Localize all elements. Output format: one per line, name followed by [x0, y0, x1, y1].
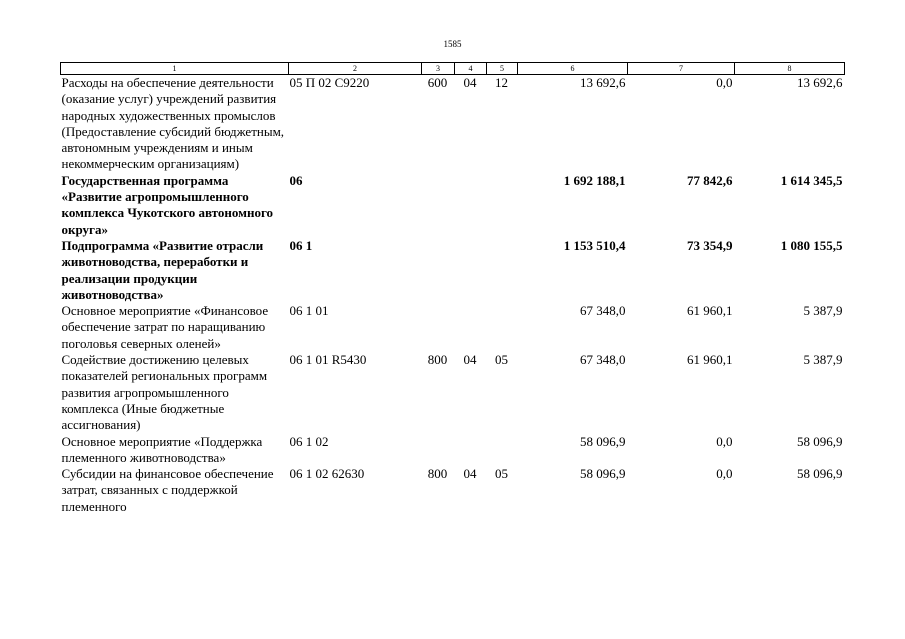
- column-header: 1: [61, 63, 289, 75]
- row-name: Основное мероприятие «Финансовое обеспечение затрат по наращиванию поголовья северных оленей»: [61, 303, 269, 351]
- header-row: [61, 63, 845, 75]
- row-value-6: 13 692,6: [580, 75, 626, 90]
- row-value-8: 5 387,9: [803, 352, 843, 368]
- column-header: 2: [289, 63, 422, 75]
- row-value-7: 61 960,1: [687, 303, 733, 319]
- column-header: 3: [422, 63, 455, 75]
- row-rz: [455, 434, 487, 467]
- table-row: [61, 303, 845, 352]
- row-pr: 05: [495, 352, 508, 368]
- row-name: Содействие достижению целевых показателей региональных программ развития агропромышленного комплекса (Иные бюджетные ассигнования): [61, 352, 268, 433]
- row-value-7: 77 842,6: [687, 172, 733, 188]
- row-code: 06 1 02 62630: [289, 466, 365, 482]
- row-pr: [487, 238, 518, 303]
- row-name: Основное мероприятие «Поддержка племенного животноводства»: [61, 433, 263, 465]
- row-value-6: 67 348,0: [580, 352, 626, 368]
- row-value-8: 5 387,9: [803, 303, 843, 319]
- budget-table: [60, 62, 845, 515]
- page-number: 1585: [443, 39, 462, 49]
- table-row: [61, 173, 845, 238]
- row-value-7: 73 354,9: [687, 237, 733, 253]
- row-value-7: 0,0: [716, 466, 733, 482]
- row-code: 05 П 02 С9220: [289, 75, 370, 90]
- column-header: 5: [487, 63, 518, 75]
- row-code: 06 1: [289, 237, 313, 253]
- row-rz: [455, 238, 487, 303]
- row-value-8: 1 080 155,5: [780, 237, 843, 253]
- row-value-8: 58 096,9: [797, 466, 843, 482]
- row-pr: 05: [495, 466, 508, 482]
- row-pr: [487, 173, 518, 238]
- row-value-6: 67 348,0: [580, 303, 626, 319]
- row-value-7: 61 960,1: [687, 352, 733, 368]
- column-header: 6: [518, 63, 628, 75]
- row-value-6: 58 096,9: [580, 433, 626, 449]
- row-value-8: 58 096,9: [797, 433, 843, 449]
- row-value-8: 1 614 345,5: [780, 172, 843, 188]
- row-vr: [422, 303, 455, 352]
- row-value-6: 58 096,9: [580, 466, 626, 482]
- row-vr: [422, 434, 455, 467]
- row-vr: 800: [427, 466, 448, 482]
- row-rz: 04: [463, 466, 477, 482]
- row-value-7: 0,0: [716, 433, 733, 449]
- table-body: [61, 75, 845, 516]
- row-value-6: 1 692 188,1: [563, 172, 626, 188]
- row-vr: [422, 238, 455, 303]
- row-value-7: 0,0: [716, 75, 733, 90]
- table-row: [61, 466, 845, 515]
- row-rz: 04: [463, 75, 477, 90]
- row-code: 06 1 01 R5430: [289, 352, 367, 368]
- row-value-8: 13 692,6: [797, 75, 843, 90]
- row-name: Субсидии на финансовое обеспечение затрат, связанных с поддержкой племенного: [61, 466, 274, 514]
- column-header: 8: [735, 63, 845, 75]
- row-vr: [422, 173, 455, 238]
- row-vr: 800: [427, 352, 448, 368]
- table-row: [61, 238, 845, 303]
- row-vr: 600: [427, 75, 448, 90]
- row-code: 06 1 02: [289, 433, 329, 449]
- row-name: Расходы на обеспечение деятельности (оказание услуг) учреждений развития народных художественных промыслов (Предоставление субсидий бюджетным, автономным учреждениям и иным некоммерческим организациям): [61, 75, 285, 172]
- row-pr: [487, 303, 518, 352]
- table-row: [61, 434, 845, 467]
- column-header: 4: [455, 63, 487, 75]
- row-name: Государственная программа «Развитие агропромышленного комплекса Чукотского автономного округа»: [61, 172, 274, 237]
- table-row: [61, 75, 845, 173]
- row-name: Подпрограмма «Развитие отрасли животноводства, переработки и реализации продукции животноводства»: [61, 237, 264, 302]
- row-rz: [455, 303, 487, 352]
- column-header: 7: [628, 63, 735, 75]
- row-value-6: 1 153 510,4: [563, 237, 626, 253]
- table-row: [61, 352, 845, 433]
- row-code: 06 1 01: [289, 303, 329, 319]
- table-header: [61, 63, 845, 75]
- row-code: 06: [289, 172, 303, 188]
- row-pr: 12: [495, 75, 508, 90]
- row-rz: [455, 173, 487, 238]
- row-pr: [487, 434, 518, 467]
- row-rz: 04: [463, 352, 477, 368]
